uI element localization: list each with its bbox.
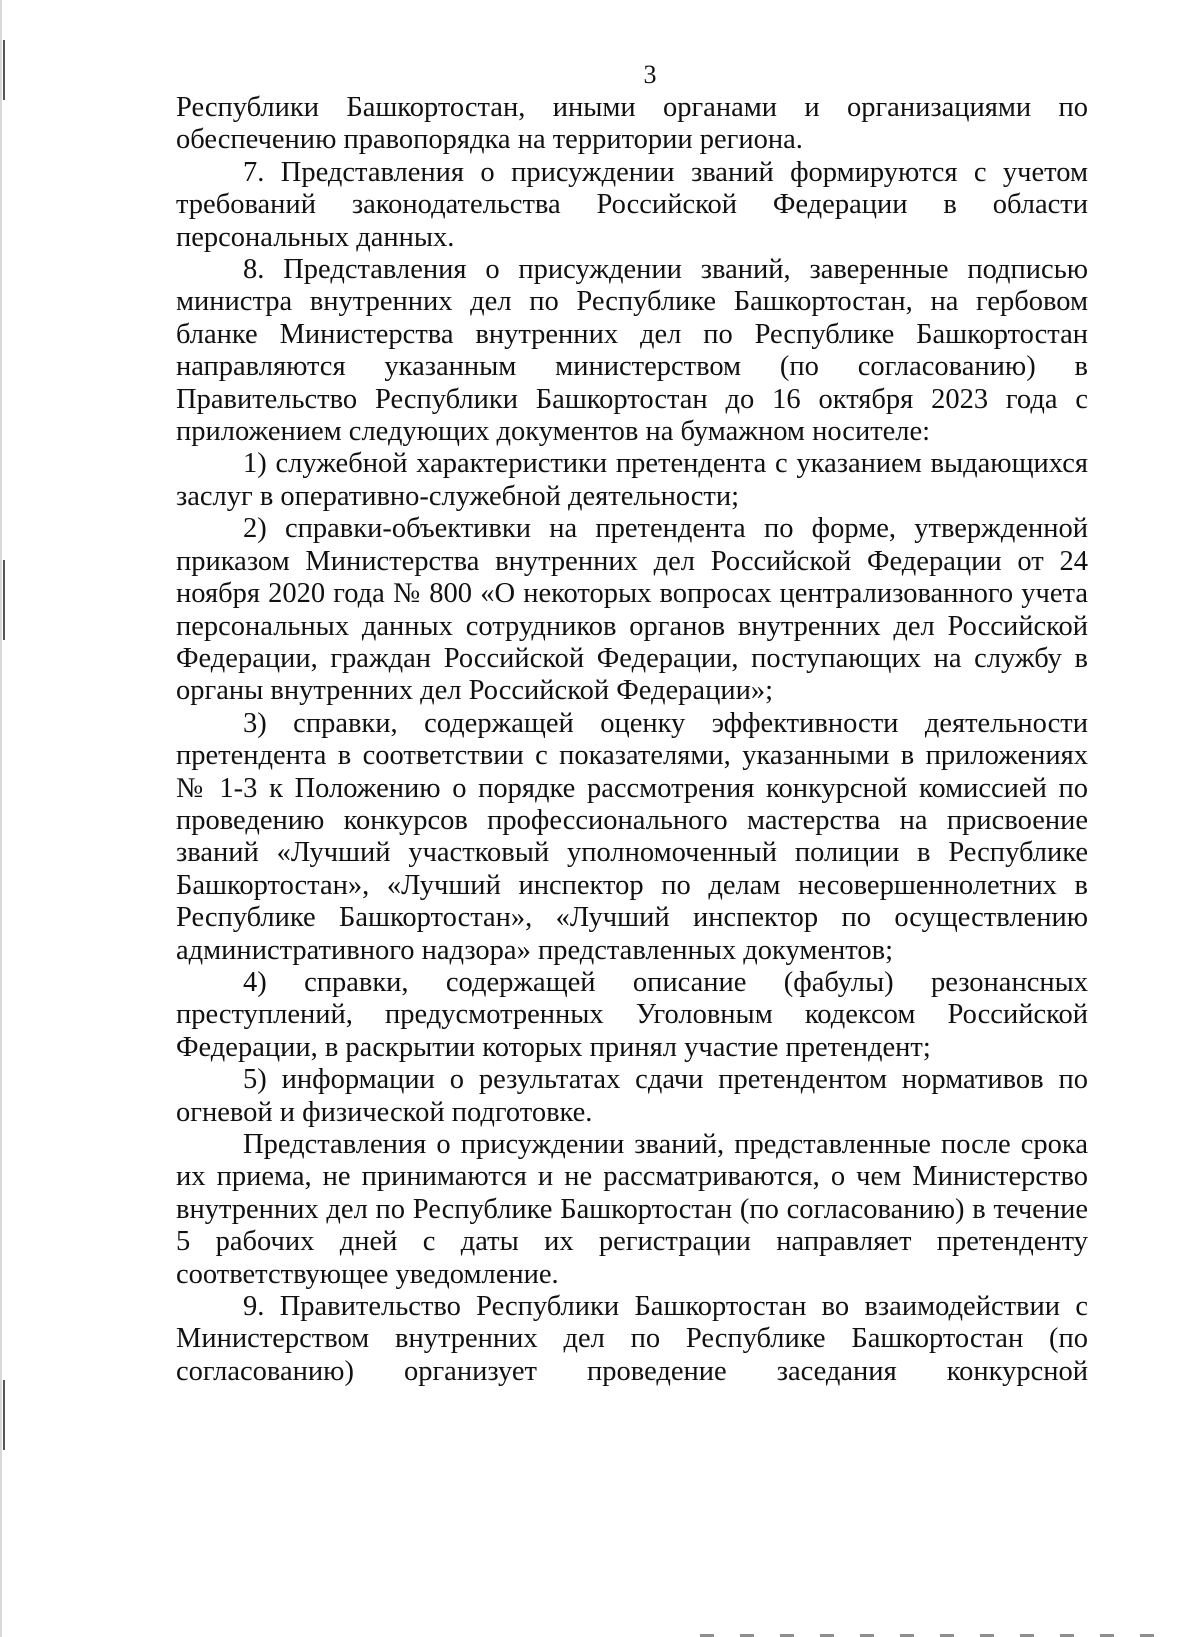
list-item-4: 4) справки, содержащей описание (фабулы) резонансных преступлений, предусмотренных Уголовным кодексом Российской Федерации, в раскрытии которых принял участие претендент;: [176, 966, 1088, 1063]
scan-mark: [3, 560, 5, 640]
list-item-3: 3) справки, содержащей оценку эффективности деятельности претендента в соответствии с показателями, указанными в приложениях № 1-3 к Положению о порядке рассмотрения конкурсной комиссией по проведению конкурсов профессионального мастерства на присвоение званий «Лучший участковый уполномоченный полиции в Республике Башкортостан», «Лучший инспектор по делам несовершеннолетних в Республике Башкортостан», «Лучший инспектор по осуществлению административного надзора» представленных документов;: [176, 707, 1088, 966]
list-item-1: 1) служебной характеристики претендента с указанием выдающихся заслуг в оперативно-служебной деятельности;: [176, 448, 1088, 512]
paragraph-item-8: 8. Представления о присуждении званий, заверенные подписью министра внутренних дел по Республике Башкортостан, на гербовом бланке Министерства внутренних дел по Республике Башкортостан направляются указанным министерством (по согласованию) в Правительство Республики Башкортостан до 16 октября 2023 года с приложением следующих документов на бумажном носителе:: [176, 254, 1088, 448]
document-body: [176, 92, 1088, 1388]
list-item-5: 5) информации о результатах сдачи претендентом нормативов по огневой и физической подготовке.: [176, 1064, 1088, 1128]
list-item-2: 2) справки-объективки на претендента по форме, утвержденной приказом Министерства внутренних дел Российской Федерации от 24 ноября 2020 года № 800 «О некоторых вопросах централизованного учета персональных данных сотрудников органов внутренних дел Российской Федерации, граждан Российской Федерации, поступающих на службу в органы внутренних дел Российской Федерации»;: [176, 513, 1088, 707]
page-number: 3: [643, 60, 657, 89]
paragraph-item-9: 9. Правительство Республики Башкортостан во взаимодействии с Министерством внутренних дел по Республике Башкортостан (по согласованию) организует проведение заседания конкурсной: [176, 1291, 1088, 1387]
paragraph-item-7: 7. Представления о присуждении званий формируются с учетом требований законодательства Российской Федерации в области персональных данных.: [176, 156, 1088, 253]
paragraph-continuation: Республики Башкортостан, иными органами и организациями по обеспечению правопорядка на территории региона.: [176, 92, 1088, 156]
paragraph-late-submissions: Представления о присуждении званий, представленные после срока их приема, не принимаются и не рассматриваются, о чем Министерство внутренних дел по Республике Башкортостан (по согласованию) в течение 5 рабочих дней с даты их регистрации направляет претенденту соответствующее уведомление.: [176, 1129, 1088, 1290]
scan-edge: [0, 0, 2, 1637]
scan-mark: [3, 1380, 5, 1450]
